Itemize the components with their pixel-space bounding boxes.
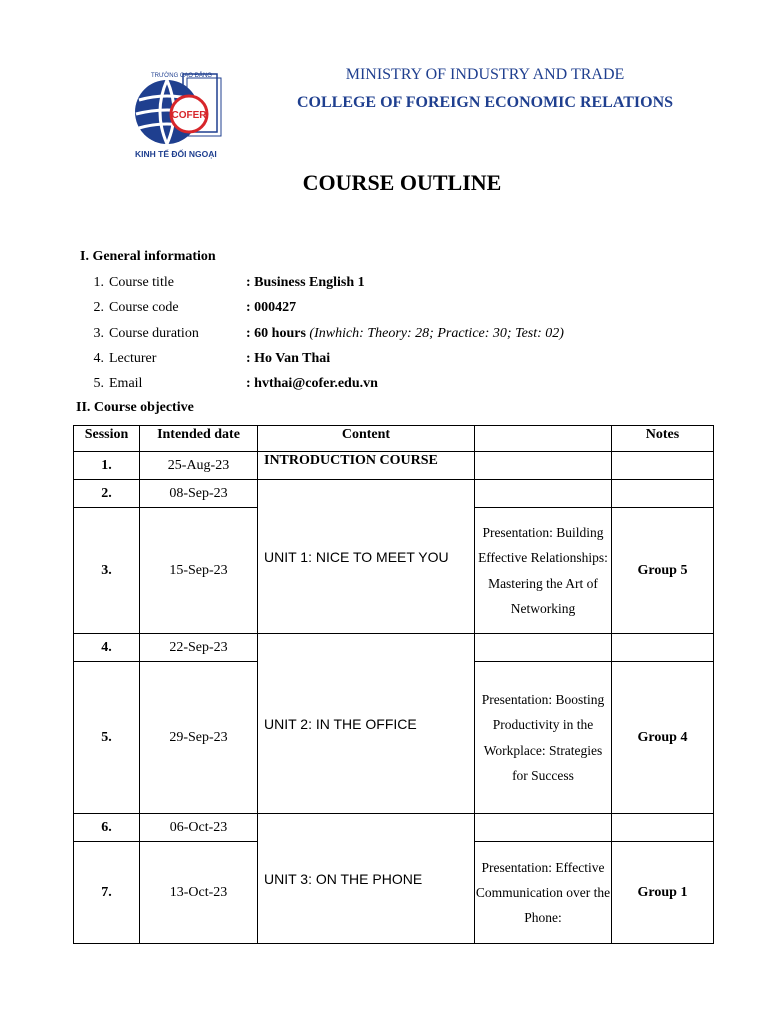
page-title: COURSE OUTLINE — [302, 170, 502, 195]
course-schedule-table — [73, 425, 714, 944]
session-date: 29-Sep-23 — [140, 662, 258, 814]
table-row — [74, 814, 714, 842]
notes-cell — [612, 634, 714, 662]
college-name: COLLEGE OF FOREIGN ECONOMIC RELATIONS — [296, 94, 674, 111]
unit-content: UNIT 3: ON THE PHONE — [258, 814, 475, 944]
table-row — [74, 452, 714, 480]
ministry-name: MINISTRY OF INDUSTRY AND TRADE — [345, 66, 625, 83]
presentation-cell — [475, 452, 612, 480]
notes-cell: Group 5 — [612, 508, 714, 634]
notes-cell: Group 1 — [612, 842, 714, 944]
unit-content: UNIT 1: NICE TO MEET YOU — [258, 480, 475, 634]
email-value: : hvthai@cofer.edu.vn — [246, 376, 378, 392]
header-date: Intended date — [140, 426, 258, 452]
logo-bottom-text: KINH TẾ ĐỐI NGOẠI — [135, 149, 217, 159]
session-content: INTRODUCTION COURSE — [258, 452, 475, 480]
item-number: 1. — [93, 275, 104, 290]
unit-content: UNIT 2: IN THE OFFICE — [258, 634, 475, 814]
session-date: 13-Oct-23 — [140, 842, 258, 944]
session-number: 6. — [74, 814, 140, 842]
item-label: Course duration — [109, 325, 199, 341]
header-session: Session — [74, 426, 140, 452]
session-date: 22-Sep-23 — [140, 634, 258, 662]
item-number: 4. — [93, 350, 104, 366]
session-number: 1. — [74, 452, 140, 480]
college-logo — [131, 70, 223, 160]
table-row — [74, 480, 714, 508]
course-code-value: : 000427 — [246, 300, 297, 316]
session-number: 7. — [74, 842, 140, 944]
header-notes: Notes — [612, 426, 714, 452]
presentation-cell: Presentation: Effective Communication over the Phone: — [475, 842, 612, 944]
header-content: Content — [258, 426, 475, 452]
session-number: 5. — [74, 662, 140, 814]
notes-cell — [612, 480, 714, 508]
presentation-cell — [475, 480, 612, 508]
header-blank — [475, 426, 612, 452]
course-duration-detail: (Inwhich: Theory: 28; Practice: 30; Test: 02) — [305, 325, 564, 341]
general-info-heading: I. General information — [80, 249, 216, 264]
session-date: 25-Aug-23 — [140, 452, 258, 480]
logo-brand-text: COFER — [171, 110, 207, 121]
notes-cell — [612, 452, 714, 480]
item-number: 2. — [93, 300, 104, 316]
course-objective-heading: II. Course objective — [76, 400, 194, 415]
session-number: 2. — [74, 480, 140, 508]
session-date: 08-Sep-23 — [140, 480, 258, 508]
presentation-cell — [475, 814, 612, 842]
table-row — [74, 634, 714, 662]
table-header-row — [74, 426, 714, 452]
presentation-cell: Presentation: Building Effective Relationships: Mastering the Art of Networking — [475, 508, 612, 634]
item-label: Lecturer — [109, 350, 157, 366]
item-label: Email — [109, 376, 143, 392]
session-date: 15-Sep-23 — [140, 508, 258, 634]
item-label: Course code — [109, 300, 179, 316]
item-number: 3. — [93, 325, 104, 341]
logo-top-text: TRƯỜNG CAO ĐẲNG — [151, 73, 212, 79]
session-date: 06-Oct-23 — [140, 814, 258, 842]
presentation-cell — [475, 634, 612, 662]
course-duration-value: : 60 hours — [246, 325, 306, 341]
item-label: Course title — [109, 275, 174, 290]
course-title-value: : Business English 1 — [246, 275, 365, 290]
lecturer-value: : Ho Van Thai — [246, 350, 331, 366]
notes-cell — [612, 814, 714, 842]
session-number: 4. — [74, 634, 140, 662]
presentation-cell: Presentation: Boosting Productivity in the Workplace: Strategies for Success — [475, 662, 612, 814]
notes-cell: Group 4 — [612, 662, 714, 814]
session-number: 3. — [74, 508, 140, 634]
item-number: 5. — [93, 376, 104, 392]
